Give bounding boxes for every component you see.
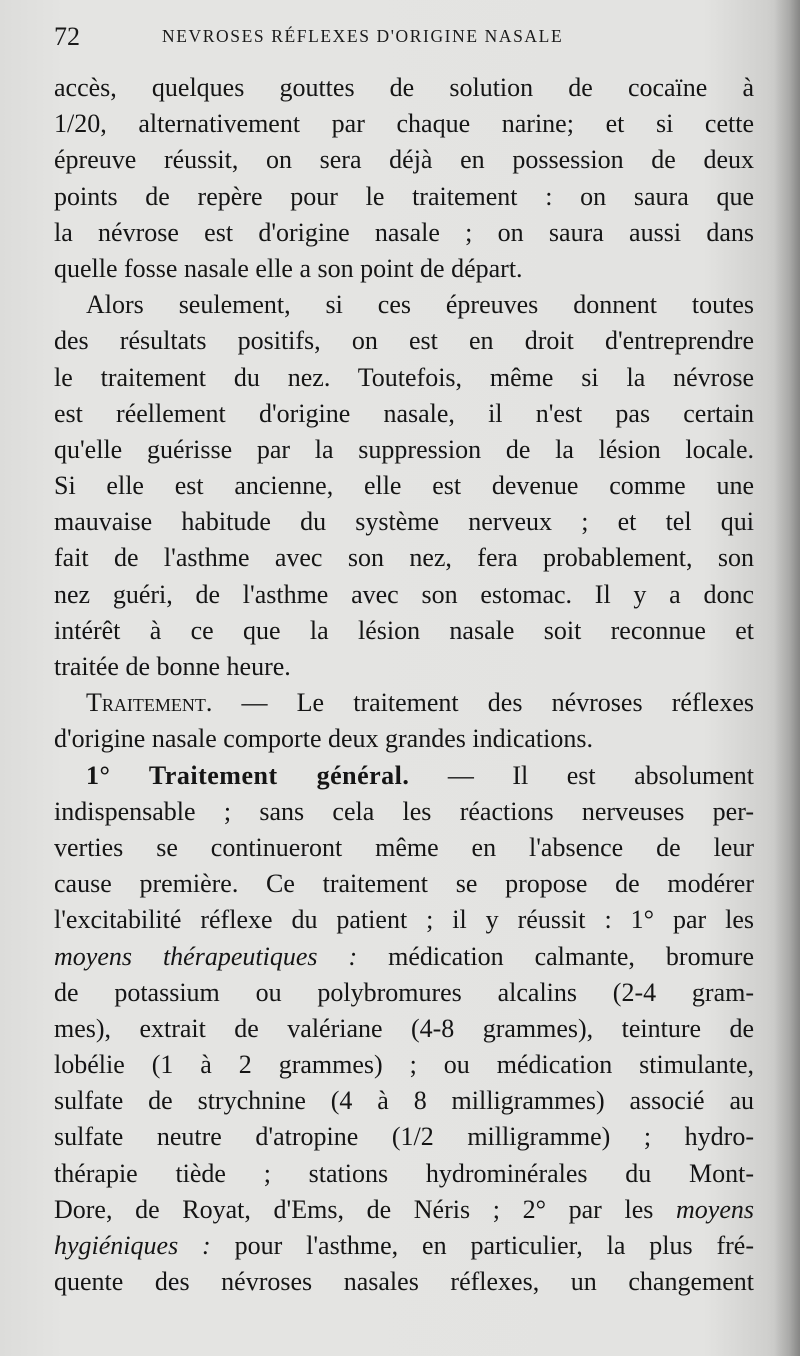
text-line: sulfate de strychnine (4 à 8 milligrammes) associé au [54, 1086, 754, 1116]
text-line: de potassium ou polybromures alcalins (2-4 gram- [54, 977, 754, 1007]
text-line: quelle fosse nasale elle a son point de départ. [54, 253, 523, 283]
text-line: mes), extrait de valériane (4-8 grammes), teinture de [54, 1013, 754, 1043]
text-line: l'excitabilité réflexe du patient ; il y réussit : 1° par les [54, 905, 754, 935]
text-line: indispensable ; sans cela les réactions nerveuses per- [54, 796, 754, 826]
page-number: 72 [54, 22, 80, 51]
subsection-heading: 1° Traitement général. [86, 760, 410, 790]
page-edge-shadow [774, 0, 800, 1356]
text-line: thérapie tiède ; stations hydrominérales du Mont- [54, 1158, 754, 1188]
text-line: est réellement d'origine nasale, il n'est pas certain [54, 398, 754, 428]
text-line: sulfate neutre d'atropine (1/2 milligramme) ; hydro- [54, 1122, 754, 1152]
text-line: 1° Traitement général. — Il est absolument [86, 760, 754, 790]
italic-phrase: moyens [653, 1194, 754, 1224]
text-line: accès, quelques gouttes de solution de cocaïne à [54, 73, 754, 102]
text-line: Dore, de Royat, d'Ems, de Néris ; 2° par les moyens [54, 1194, 754, 1224]
text-line: intérêt à ce que la lésion nasale soit reconnue et [54, 615, 754, 645]
body-text [54, 70, 754, 1300]
text-line: hygiéniques : pour l'asthme, en particulier, la plus fré- [54, 1231, 754, 1260]
text-line: fait de l'asthme avec son nez, fera probablement, son [54, 543, 754, 573]
text-line: moyens thérapeutiques : médication calmante, bromure [54, 941, 754, 971]
text-line: Traitement. — Le traitement des névroses réflexes [86, 688, 754, 718]
text-line: mauvaise habitude du système nerveux ; et tel qui [54, 507, 754, 537]
text-line: qu'elle guérisse par la suppression de la lésion locale. [54, 434, 754, 464]
italic-phrase: hygiéniques : [54, 1231, 211, 1260]
text-line: Alors seulement, si ces épreuves donnent toutes [86, 290, 754, 320]
text-line: d'origine nasale comporte deux grandes indications. [54, 724, 593, 754]
text-line: nez guéri, de l'asthme avec son estomac. Il y a donc [54, 579, 754, 609]
text-line: Si elle est ancienne, elle est devenue comme une [54, 471, 754, 501]
italic-phrase: moyens thérapeutiques : [54, 941, 358, 971]
text-line: traitée de bonne heure. [54, 652, 291, 681]
text-line: la névrose est d'origine nasale ; on saura aussi dans [54, 217, 754, 247]
text-line: verties se continueront même en l'absence de leur [54, 832, 754, 862]
section-heading: Traitement. [86, 688, 213, 718]
text-line: lobélie (1 à 2 grammes) ; ou médication stimulante, [54, 1050, 754, 1080]
text-line: 1/20, alternativement par chaque narine; et si cette [54, 109, 754, 139]
text-line: cause première. Ce traitement se propose de modérer [54, 869, 754, 899]
text-line: points de repère pour le traitement : on saura que [54, 181, 754, 211]
text-line: épreuve réussit, on sera déjà en possession de deux [54, 145, 754, 175]
text-line: des résultats positifs, on est en droit d'entreprendre [54, 326, 754, 356]
text-line: quente des névroses nasales réflexes, un changement [54, 1267, 754, 1297]
text-line: le traitement du nez. Toutefois, même si la névrose [54, 362, 754, 392]
page-header [54, 22, 754, 58]
running-head: NEVROSES RÉFLEXES D'ORIGINE NASALE [162, 26, 564, 46]
